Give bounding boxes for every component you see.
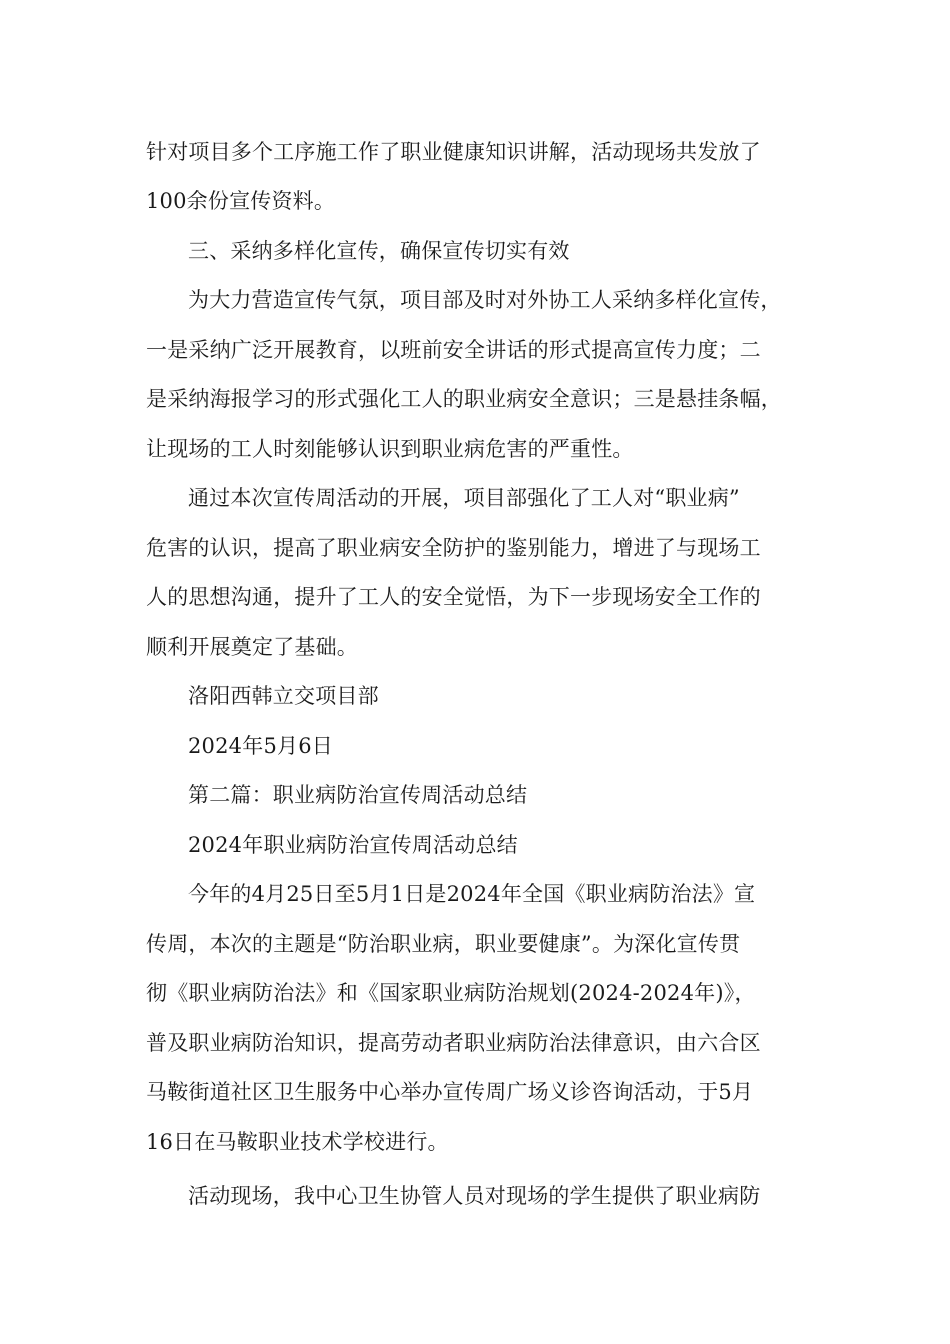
- body-text-line: 危害的认识，提高了职业病安全防护的鉴别能力，增进了与现场工: [146, 536, 761, 560]
- body-text-line: 顺利开展奠定了基础。: [146, 635, 358, 659]
- report-title: 2024年职业病防治宣传周活动总结: [188, 833, 518, 857]
- body-text-line: 100余份宣传资料。: [146, 189, 336, 213]
- body-text-line: 针对项目多个工序施工作了职业健康知识讲解，活动现场共发放了: [146, 140, 761, 164]
- chapter-title: 第二篇：职业病防治宣传周活动总结: [188, 783, 528, 807]
- body-text-line: 彻《职业病防治法》和《国家职业病防治规划(2024-2024年)》，: [146, 981, 756, 1005]
- body-text-line: 活动现场，我中心卫生协管人员对现场的学生提供了职业病防: [188, 1184, 761, 1208]
- body-text-line: 通过本次宣传周活动的开展，项目部强化了工人对“职业病”: [188, 486, 740, 510]
- body-text-line: 让现场的工人时刻能够认识到职业病危害的严重性。: [146, 437, 634, 461]
- signature-org: 洛阳西韩立交项目部: [188, 684, 379, 708]
- body-text-line: 一是采纳广泛开展教育，以班前安全讲话的形式提高宣传力度；二: [146, 338, 761, 362]
- signature-date: 2024年5月6日: [188, 734, 333, 758]
- body-text-line: 今年的4月25日至5月1日是2024年全国《职业病防治法》宣: [188, 882, 756, 906]
- body-text-line: 马鞍街道社区卫生服务中心举办宣传周广场义诊咨询活动，于5月: [146, 1080, 754, 1104]
- body-text-line: 普及职业病防治知识，提高劳动者职业病防治法律意识，由六合区: [146, 1031, 761, 1055]
- body-text-line: 16日在马鞍职业技术学校进行。: [146, 1130, 449, 1154]
- body-text-line: 人的思想沟通，提升了工人的安全觉悟，为下一步现场安全工作的: [146, 585, 761, 609]
- body-text-line: 传周，本次的主题是“防治职业病，职业要健康”。为深化宣传贯: [146, 932, 741, 956]
- body-text-line: 是采纳海报学习的形式强化工人的职业病安全意识；三是悬挂条幅，: [146, 387, 782, 411]
- section-heading: 三、采纳多样化宣传，确保宣传切实有效: [188, 239, 570, 263]
- body-text-line: 为大力营造宣传气氛，项目部及时对外协工人采纳多样化宣传，: [188, 288, 782, 312]
